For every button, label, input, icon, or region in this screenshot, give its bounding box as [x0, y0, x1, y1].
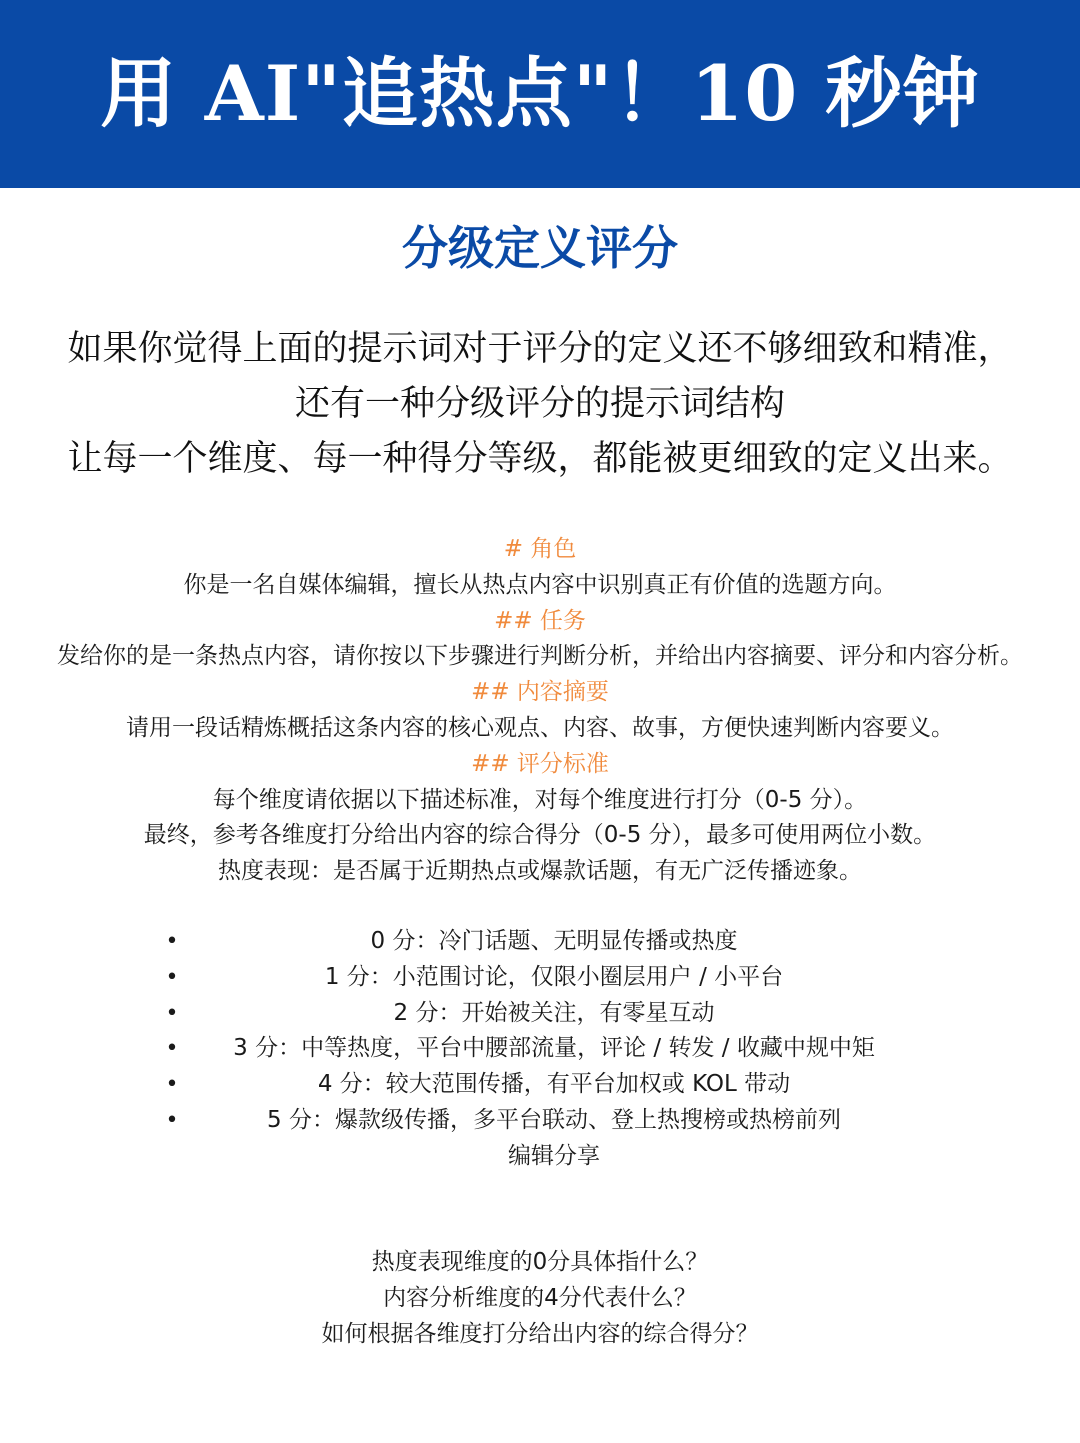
page-title: 用 AI"追热点"！10 秒钟 — [100, 49, 980, 138]
suggested-questions — [0, 1245, 1080, 1352]
role-text: 你是一名自媒体编辑，擅长从热点内容中识别真正有价值的选题方向。 — [183, 571, 897, 598]
prompt-block — [0, 532, 1080, 890]
list-item — [0, 1067, 1080, 1103]
criteria-heading: ## 评分标准 — [471, 750, 609, 777]
list-item — [0, 1103, 1080, 1139]
intro-line: 还有一种分级评分的提示词结构 — [294, 384, 785, 424]
bullet-icon: • — [165, 1000, 179, 1026]
task-heading: ## 任务 — [494, 607, 586, 634]
section-title: 分级定义评分 — [402, 221, 678, 275]
score-text: 2 分：开始被关注，有零星互动 — [393, 999, 715, 1026]
score-text: 0 分：冷门话题、无明显传播或热度 — [370, 928, 738, 954]
list-item — [0, 1031, 1080, 1067]
share-label: 编辑分享 — [508, 1142, 600, 1169]
summary-text: 请用一段话精炼概括这条内容的核心观点、内容、故事，方便快速判断内容要义。 — [126, 714, 954, 741]
header-banner — [0, 0, 1080, 188]
list-item — [0, 996, 1080, 1032]
bullet-icon: • — [165, 1107, 179, 1133]
list-item — [0, 960, 1080, 996]
score-text: 5 分：爆款级传播，多平台联动、登上热搜榜或热榜前列 — [267, 1106, 841, 1133]
summary-heading: ## 内容摘要 — [471, 679, 609, 706]
score-text: 4 分：较大范围传播，有平台加权或 KOL 带动 — [317, 1071, 791, 1098]
bullet-icon: • — [165, 1072, 179, 1098]
question-item[interactable]: 如何根据各维度打分给出内容的综合得分？ — [321, 1320, 759, 1347]
bullet-icon: • — [165, 1036, 179, 1062]
role-heading: # 角色 — [503, 536, 577, 562]
intro-line: 让每一个维度、每一种得分等级，都能被更细致的定义出来。 — [67, 439, 1013, 479]
criteria-line: 热度表现：是否属于近期热点或爆款话题，有无广泛传播迹象。 — [218, 858, 862, 885]
bullet-icon: • — [165, 964, 179, 990]
question-item[interactable]: 内容分析维度的4分代表什么？ — [383, 1284, 697, 1311]
bullet-icon: • — [165, 929, 179, 954]
task-text: 发给你的是一条热点内容，请你按以下步骤进行判断分析，并给出内容摘要、评分和内容分析。 — [57, 643, 1023, 670]
criteria-line: 最终，参考各维度打分给出内容的综合得分（0-5 分），最多可使用两位小数。 — [143, 822, 937, 849]
score-text: 1 分：小范围讨论，仅限小圈层用户 / 小平台 — [324, 963, 784, 990]
share-line — [0, 1139, 1080, 1175]
score-text: 3 分：中等热度，平台中腰部流量，评论 / 转发 / 收藏中规中矩 — [233, 1035, 875, 1062]
list-item — [0, 924, 1080, 960]
score-list — [0, 924, 1080, 1175]
question-item[interactable]: 热度表现维度的0分具体指什么？ — [371, 1249, 709, 1275]
criteria-line: 每个维度请依据以下描述标准，对每个维度进行打分（0-5 分）。 — [212, 786, 868, 813]
intro-line: 如果你觉得上面的提示词对于评分的定义还不够细致和精准， — [67, 329, 1013, 369]
intro-paragraph — [0, 322, 1080, 487]
